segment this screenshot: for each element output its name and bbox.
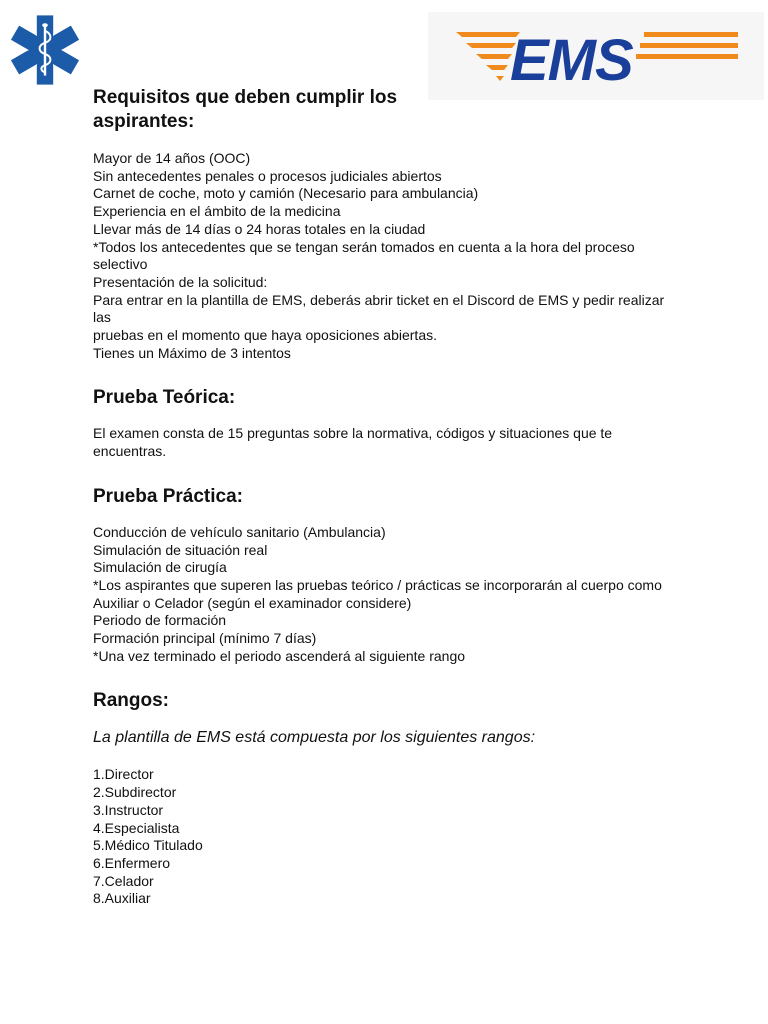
text-line: encuentras.	[93, 443, 167, 460]
rangos-list	[93, 766, 683, 908]
text-line: 7.Celador	[93, 872, 154, 889]
rangos-intro: La plantilla de EMS está compuesta por los siguientes rangos:	[93, 729, 536, 747]
star-of-life-logo	[2, 10, 88, 90]
text-line: Periodo de formación	[93, 612, 227, 629]
text-line: Sin antecedentes penales o procesos judiciales abiertos	[93, 167, 442, 184]
text-line: las	[93, 309, 111, 326]
text-line: 1.Director	[93, 766, 154, 783]
practica-list	[93, 524, 683, 666]
document-body	[93, 86, 683, 908]
text-line: pruebas en el momento que haya oposiciones abiertas.	[93, 327, 437, 344]
heading-prueba-practica: Prueba Práctica:	[93, 485, 243, 507]
text-line: Para entrar en la plantilla de EMS, deberás abrir ticket en el Discord de EMS y pedir realizar	[93, 291, 665, 308]
teorica-text	[93, 425, 683, 460]
star-of-life-icon	[10, 15, 80, 85]
text-line: 2.Subdirector	[93, 784, 177, 801]
heading-prueba-teorica: Prueba Teórica:	[93, 387, 236, 409]
ems-logo-text: EMS	[510, 28, 633, 93]
text-line: 4.Especialista	[93, 819, 180, 836]
ems-logo-stripes-right	[636, 32, 738, 59]
text-line: 3.Instructor	[93, 801, 164, 818]
text-line: Formación principal (mínimo 7 días)	[93, 630, 317, 647]
text-line: selectivo	[93, 256, 148, 273]
text-line: *Los aspirantes que superen las pruebas teórico / prácticas se incorporarán al cuerpo como	[93, 576, 662, 593]
text-line: Tienes un Máximo de 3 intentos	[93, 344, 291, 361]
text-line: *Una vez terminado el periodo ascenderá al siguiente rango	[93, 647, 466, 664]
text-line: 6.Enfermero	[93, 854, 171, 871]
heading-requisitos: Requisitos que deben cumplir los aspirantes:	[93, 87, 398, 132]
text-line: Mayor de 14 años (OOC)	[93, 150, 251, 166]
text-line: Conducción de vehículo sanitario (Ambulancia)	[93, 523, 386, 540]
text-line: 8.Auxiliar	[93, 890, 151, 907]
text-line: Carnet de coche, moto y camión (Necesario para ambulancia)	[93, 185, 479, 202]
text-line: *Todos los antecedentes que se tengan serán tomados en cuenta a la hora del proceso	[93, 238, 635, 255]
text-line: Simulación de cirugía	[93, 559, 227, 576]
text-line: Llevar más de 14 días o 24 horas totales en la ciudad	[93, 220, 426, 237]
heading-rangos: Rangos:	[93, 690, 169, 712]
text-line: Experiencia en el ámbito de la medicina	[93, 203, 341, 220]
text-line: Simulación de situación real	[93, 541, 268, 558]
text-line: Auxiliar o Celador (según el examinador considere)	[93, 594, 412, 611]
requisitos-list	[93, 150, 683, 362]
text-line: Presentación de la solicitud:	[93, 273, 268, 290]
text-line: El examen consta de 15 preguntas sobre la normativa, códigos y situaciones que te	[93, 425, 613, 442]
text-line: 5.Médico Titulado	[93, 837, 203, 854]
